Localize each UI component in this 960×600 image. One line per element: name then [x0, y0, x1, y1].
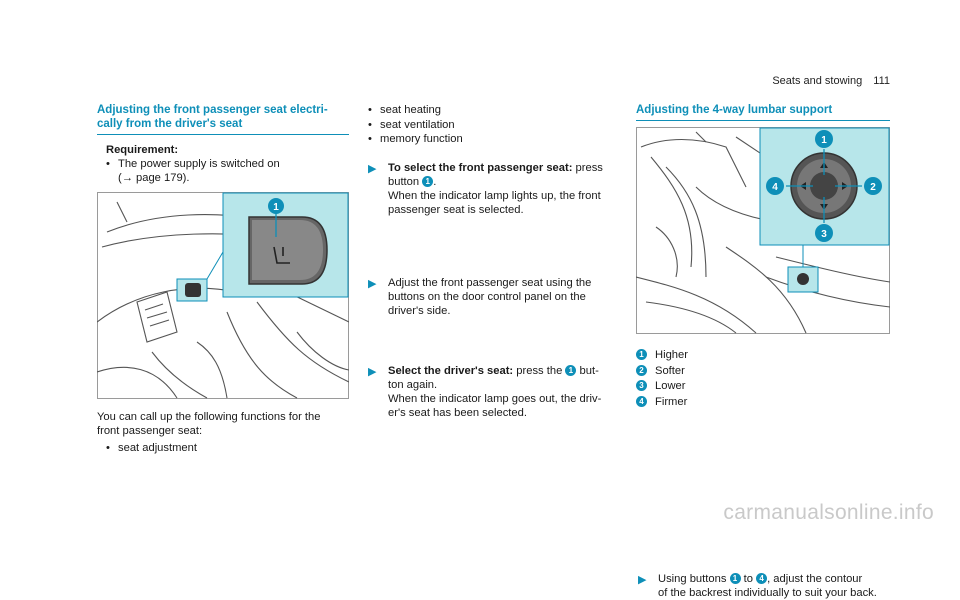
step-select-passenger: ▶ To select the front passenger seat: press button 1 . When the indicator lamp lights up, the front passenger seat is selected.	[368, 162, 603, 216]
requirement-item: • The power supply is switched on (→ page 179).	[106, 158, 280, 184]
left-section	[97, 103, 349, 135]
function-list-part1	[104, 441, 197, 456]
list-item: • memory function	[366, 132, 463, 147]
lumbar-callout-1: 1	[821, 135, 827, 146]
lumbar-callout-4: 4	[772, 182, 778, 193]
callout-ref: 1	[730, 573, 741, 584]
lumbar-illustration	[636, 127, 890, 334]
lumbar-callout-2: 2	[870, 182, 876, 193]
running-header	[772, 75, 890, 87]
intro-text: You can call up the following functions for the front passenger seat:	[97, 411, 321, 437]
callout-ref: 1	[565, 365, 576, 376]
figure-callout-1: 1	[273, 202, 279, 213]
play-arrow-icon: ▶	[368, 278, 377, 290]
play-arrow-icon: ▶	[368, 163, 377, 175]
function-list-part2	[366, 103, 463, 147]
legend-item: 4 Firmer	[636, 395, 688, 411]
legend-item: 2 Softer	[636, 364, 688, 380]
play-arrow-icon: ▶	[368, 366, 377, 378]
watermark: carmanualsonline.info	[723, 501, 934, 524]
page-number: 111	[873, 75, 890, 87]
section-title: Adjusting the front passenger seat electri- cally from the driver's seat	[97, 103, 349, 135]
lumbar-instruction: ▶ Using buttons 1 to 4 , adjust the contour of the backrest individually to suit your back.	[638, 573, 877, 599]
callout-ref: 1	[422, 176, 433, 187]
requirement-label: Requirement:	[106, 144, 179, 156]
legend-item: 3 Lower	[636, 379, 688, 395]
lumbar-callout-3: 3	[821, 229, 827, 240]
play-arrow-icon: ▶	[638, 574, 647, 586]
lumbar-legend	[636, 348, 688, 410]
list-item: • seat heating	[366, 103, 463, 118]
legend-item: 1 Higher	[636, 348, 688, 364]
lumbar-section-title: Adjusting the 4-way lumbar support	[636, 103, 890, 121]
callout-ref: 4	[756, 573, 767, 584]
door-panel-illustration	[97, 192, 349, 399]
step-adjust-seat: ▶ Adjust the front passenger seat using the buttons on the door control panel on the driver's side.	[368, 277, 592, 317]
list-item: • seat adjustment	[104, 441, 197, 456]
requirement	[106, 143, 346, 185]
list-item: • seat ventilation	[366, 118, 463, 133]
header-section: Seats and stowing	[772, 75, 863, 87]
step-select-driver: ▶ Select the driver's seat: press the 1 but- ton again. When the indicator lamp goes out, the driv- er's seat has been selected.	[368, 365, 602, 419]
